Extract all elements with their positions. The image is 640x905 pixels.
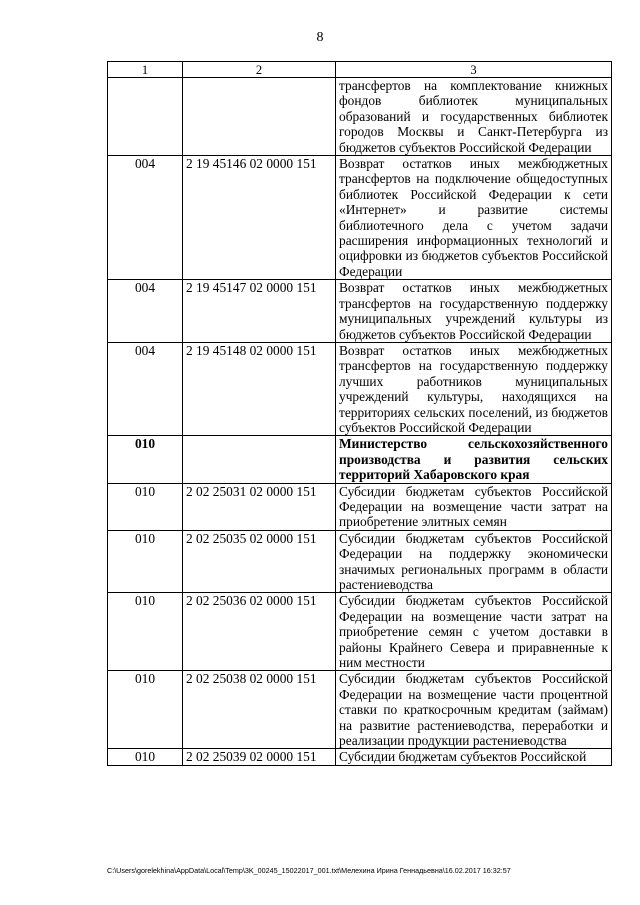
page-number: 8	[316, 30, 324, 45]
revenue-code-cell	[183, 436, 336, 483]
table-row	[108, 483, 612, 530]
table-row	[108, 78, 612, 156]
description-cell: Субсидии бюджетам субъектов Российской	[336, 749, 612, 765]
administrator-code-cell: 004	[108, 280, 183, 343]
table-row	[108, 530, 612, 593]
table-row	[108, 156, 612, 280]
description-cell: Министерство сельскохозяйственного производства и развития сельских территорий Хабаровского края	[336, 436, 612, 483]
description-cell: Субсидии бюджетам субъектов Российской Федерации на возмещение части затрат на приобретение элитных семян	[336, 483, 612, 530]
table-row	[108, 436, 612, 483]
revenue-code-cell: 2 19 45146 02 0000 151	[183, 156, 336, 280]
administrator-code-cell: 004	[108, 156, 183, 280]
description-cell: Возврат остатков иных межбюджетных трансфертов на государственную поддержку муниципальных учреждений культуры из бюджетов субъектов Российской Федерации	[336, 280, 612, 343]
administrator-code-cell: 010	[108, 530, 183, 593]
administrator-code-cell: 010	[108, 749, 183, 765]
table-header-row	[108, 62, 612, 78]
column-header-1: 1	[108, 62, 183, 78]
table-row	[108, 593, 612, 671]
description-cell: Возврат остатков иных межбюджетных трансфертов на подключение общедоступных библиотек Российской Федерации к сети «Интернет» и развитие системы библиотечного дела с учетом задачи расширения информационных технологий и оцифровки из бюджетов субъектов Российской Федерации	[336, 156, 612, 280]
table-body	[108, 62, 612, 766]
column-header-3: 3	[336, 62, 612, 78]
revenue-code-cell: 2 02 25038 02 0000 151	[183, 671, 336, 749]
description-cell: Субсидии бюджетам субъектов Российской Федерации на поддержку экономически значимых региональных программ в области растениеводства	[336, 530, 612, 593]
administrator-code-cell: 010	[108, 436, 183, 483]
revenue-code-cell	[183, 78, 336, 156]
table-row	[108, 280, 612, 343]
revenue-code-cell: 2 02 25039 02 0000 151	[183, 749, 336, 765]
table-row	[108, 671, 612, 749]
revenue-code-cell: 2 19 45147 02 0000 151	[183, 280, 336, 343]
description-cell: Возврат остатков иных межбюджетных трансфертов на государственную поддержку лучших работников муниципальных учреждений культуры, находящихся на территориях сельских поселений, из бюджетов субъектов Российской Федерации	[336, 342, 612, 435]
revenue-code-cell: 2 19 45148 02 0000 151	[183, 342, 336, 435]
administrator-code-cell: 010	[108, 483, 183, 530]
administrator-code-cell: 010	[108, 671, 183, 749]
revenue-code-cell: 2 02 25035 02 0000 151	[183, 530, 336, 593]
budget-classification-table	[107, 61, 612, 766]
revenue-code-cell: 2 02 25036 02 0000 151	[183, 593, 336, 671]
table-row	[108, 749, 612, 765]
administrator-code-cell: 004	[108, 342, 183, 435]
administrator-code-cell	[108, 78, 183, 156]
description-cell: Субсидии бюджетам субъектов Российской Федерации на возмещение части затрат на приобретение семян с учетом доставки в районы Крайнего Севера и приравненные к ним местности	[336, 593, 612, 671]
description-cell: Субсидии бюджетам субъектов Российской Федерации на возмещение части процентной ставки по краткосрочным кредитам (займам) на развитие растениеводства, переработки и реализации продукции растениеводства	[336, 671, 612, 749]
table-row	[108, 342, 612, 435]
administrator-code-cell: 010	[108, 593, 183, 671]
description-cell: трансфертов на комплектование книжных фондов библиотек муниципальных образований и государственных библиотек городов Москвы и Санкт-Петербурга из бюджетов субъектов Российской Федерации	[336, 78, 612, 156]
column-header-2: 2	[183, 62, 336, 78]
file-path-footer: C:\Users\gorelekhina\AppData\Local\Temp\3K_00245_15022017_001.txt\Мелехина Ирина Геннадьевна\16.02.2017 16:32:57	[107, 866, 511, 875]
revenue-code-cell: 2 02 25031 02 0000 151	[183, 483, 336, 530]
